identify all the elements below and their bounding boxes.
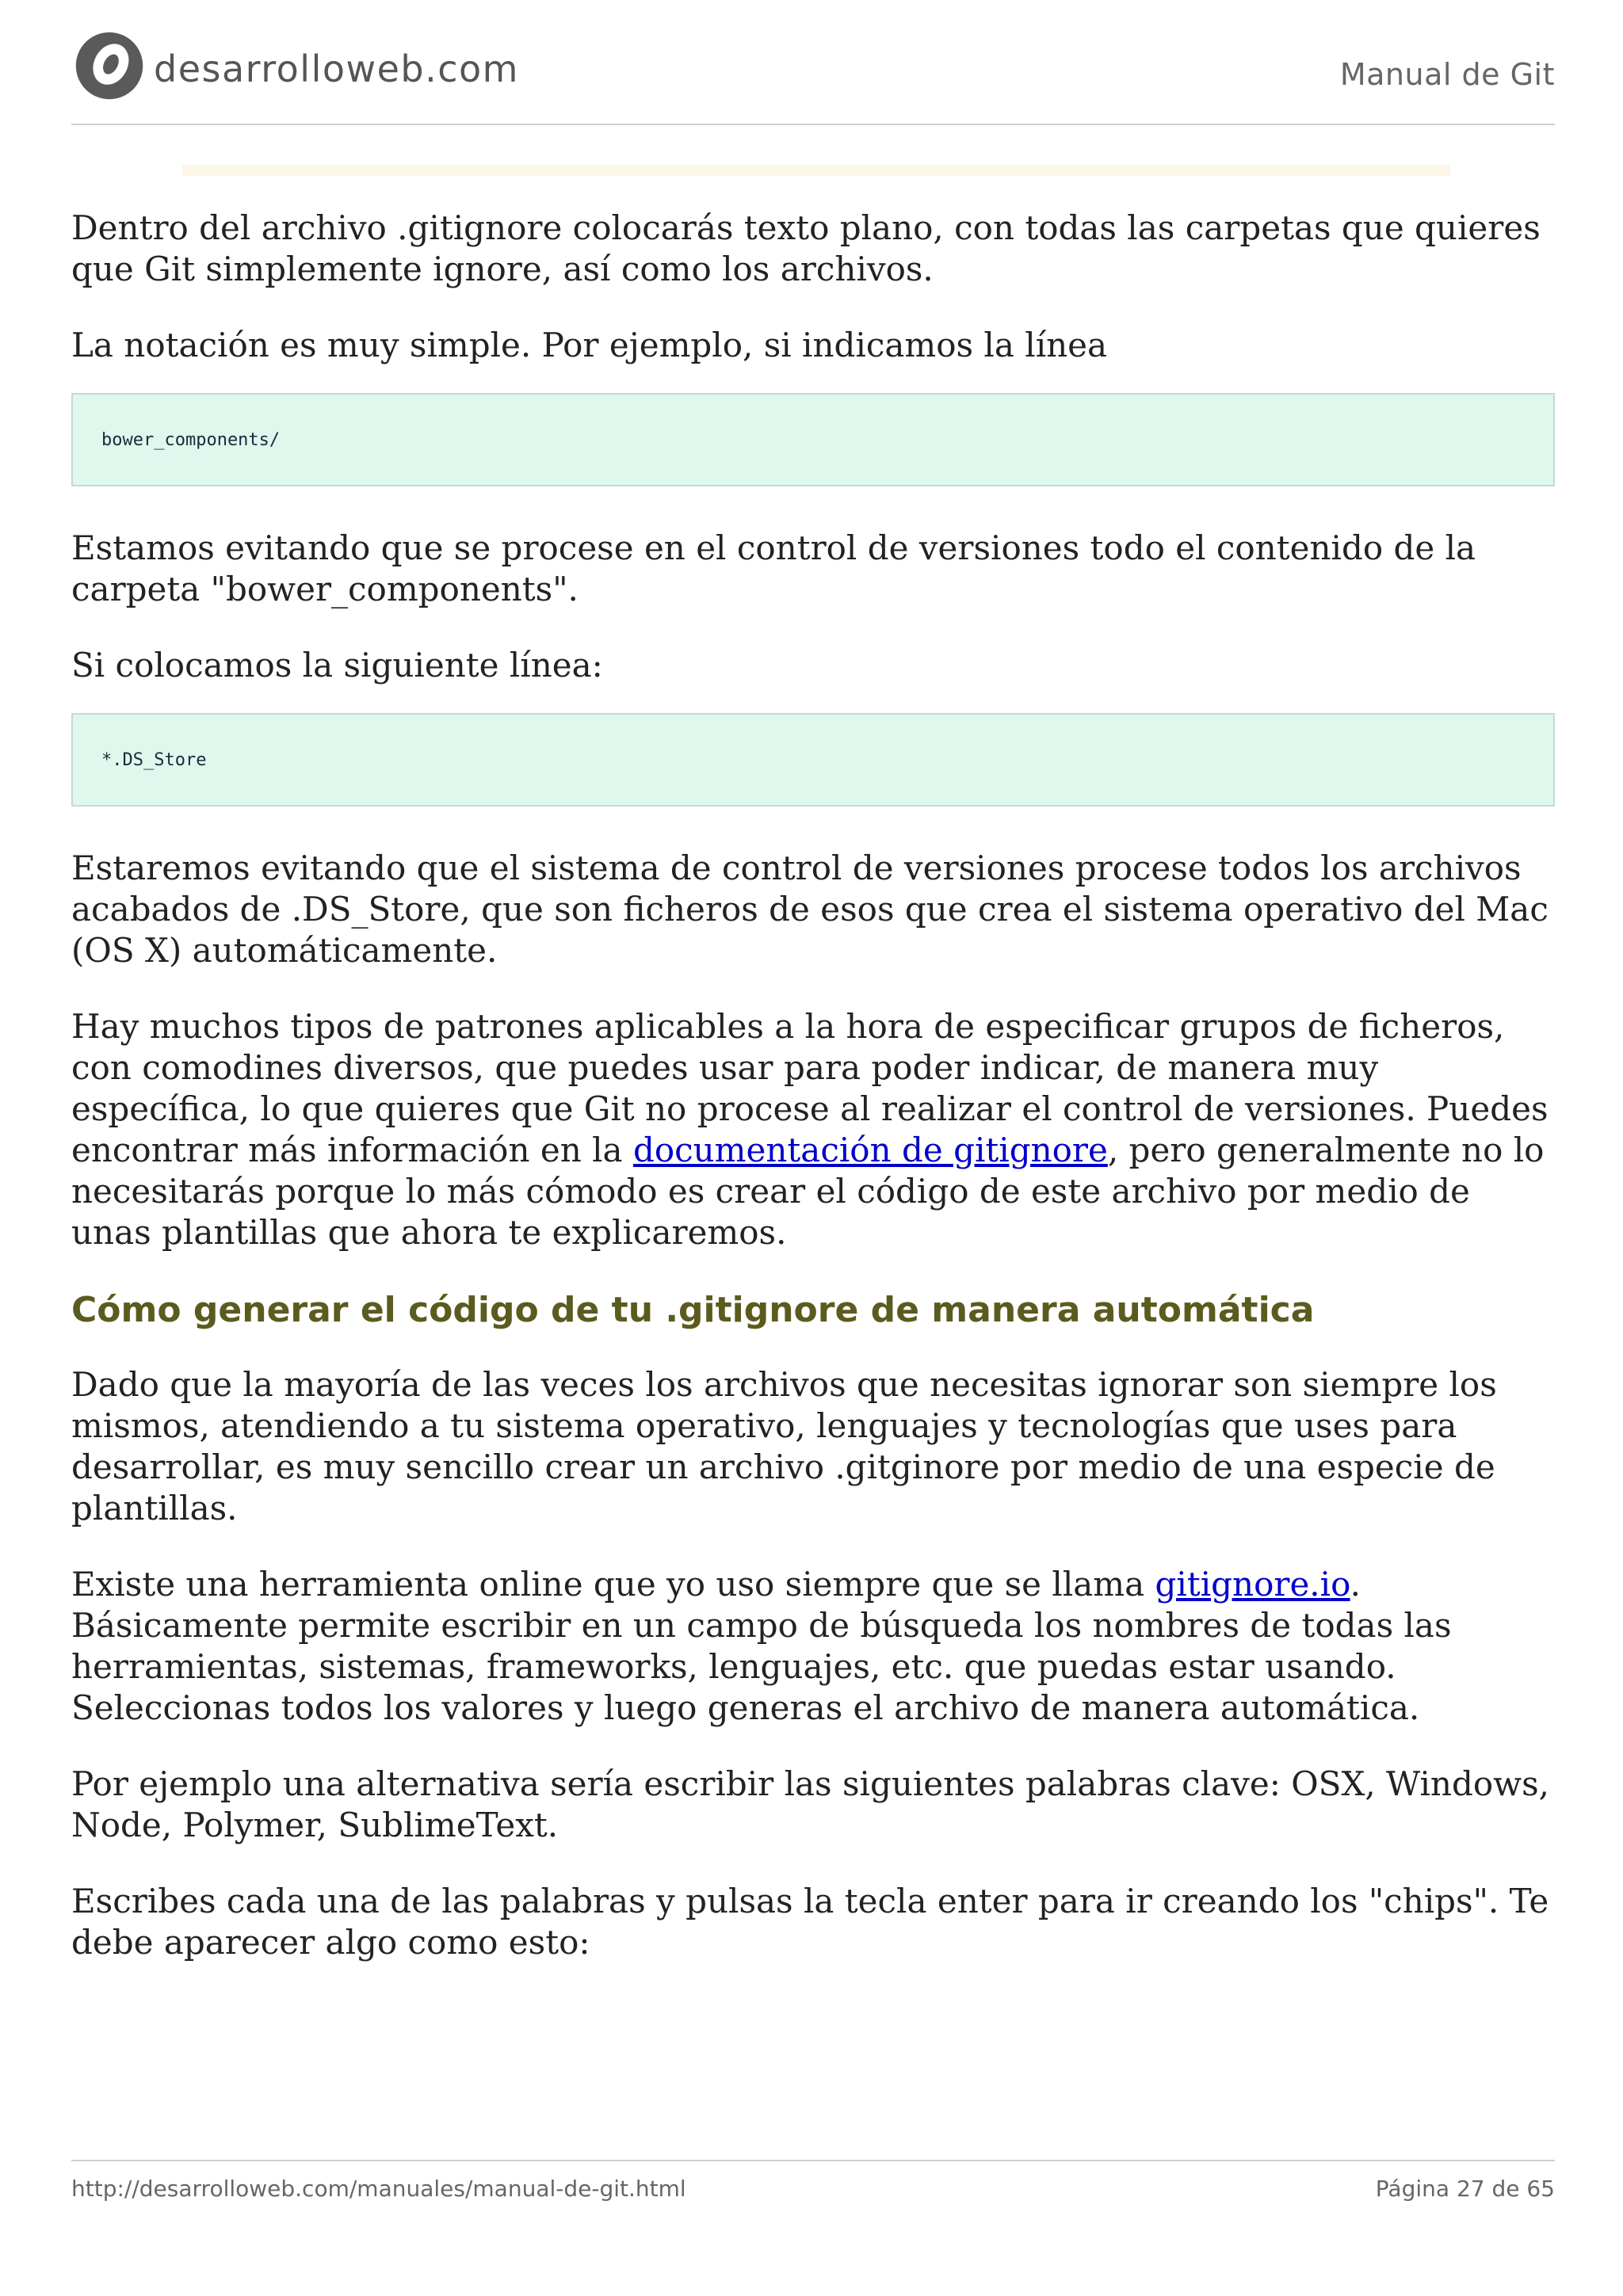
paragraph-ds-store-explanation: Estaremos evitando que el sistema de control de versiones procese todos los archivos acabados de .DS_Store, que son ficheros de esos que crea el sistema operativo del Mac (OS X) automáticamente. bbox=[71, 849, 1549, 970]
paragraph-patterns-text-1: Hay muchos tipos de patrones aplicables a la hora de especificar grupos de ficheros, con comodines diversos, que puedes usar para poder indicar, de manera muy específica, lo que quieres que Git no procese al realizar el control de versiones. Puedes encontrar más información en la bbox=[71, 1007, 1549, 1169]
code-bower-components: bower_components/ bbox=[101, 429, 281, 450]
code-block-bower bbox=[71, 393, 1555, 486]
manual-title: Manual de Git bbox=[1339, 57, 1555, 92]
section-heading: Cómo generar el código de tu .gitignore de manera automática bbox=[71, 1290, 1315, 1330]
paragraph-gitignore-io-text-1: Existe una herramienta online que yo uso siempre que se llama bbox=[71, 1565, 1155, 1604]
link-gitignore-io[interactable]: gitignore.io bbox=[1155, 1565, 1350, 1604]
paragraph-templates: Dado que la mayoría de las veces los archivos que necesitas ignorar son siempre los mismos, atendiendo a tu sistema operativo, lenguajes y tecnologías que uses para desarrollar, es muy sencillo crear un archivo .gitginore por medio de una especie de plantillas. bbox=[71, 1365, 1497, 1527]
code-block-ds-store bbox=[71, 713, 1555, 807]
article-content bbox=[71, 208, 1555, 1998]
code-ds-store: *.DS_Store bbox=[101, 749, 207, 770]
link-gitignore-documentation[interactable]: documentación de gitignore bbox=[632, 1131, 1108, 1169]
paragraph-patterns-text-2: , pero generalmente no lo necesitarás porque lo más cómodo es crear el código de este archivo por medio de unas plantillas que ahora te explicaremos. bbox=[71, 1131, 1545, 1252]
paragraph-gitignore-intro: Dentro del archivo .gitignore colocarás texto plano, con todas las carpetas que quieres que Git simplemente ignore, así como los archivos. bbox=[71, 208, 1541, 288]
paragraph-bower-explanation: Estamos evitando que se procese en el control de versiones todo el contenido de la carpeta "bower_components". bbox=[71, 528, 1476, 608]
paragraph-gitignore-io bbox=[71, 1564, 1555, 1729]
paragraph-gitignore-io-text-2: . Básicamente permite escribir en un campo de búsqueda los nombres de todas las herramientas, sistemas, frameworks, lenguajes, etc. que puedas estar usando. Seleccionas todos los valores y luego generas el archivo de manera automática. bbox=[71, 1565, 1452, 1727]
paragraph-next-line: Si colocamos la siguiente línea: bbox=[71, 646, 603, 685]
top-decorative-strip bbox=[182, 165, 1450, 176]
footer-url: http://desarrolloweb.com/manuales/manual-de-git.html bbox=[71, 2176, 686, 2202]
logo-text: desarrolloweb.com bbox=[154, 48, 519, 90]
footer-page-number: Página 27 de 65 bbox=[1375, 2176, 1555, 2202]
logo-mark-icon bbox=[71, 28, 147, 104]
page-header bbox=[71, 17, 1555, 125]
page-footer bbox=[71, 2160, 1555, 2202]
paragraph-notation: La notación es muy simple. Por ejemplo, si indicamos la línea bbox=[71, 326, 1108, 364]
site-logo[interactable] bbox=[71, 22, 519, 109]
paragraph-patterns bbox=[71, 1006, 1555, 1253]
paragraph-keywords-example: Por ejemplo una alternativa sería escribir las siguientes palabras clave: OSX, Windows, Node, Polymer, SublimeText. bbox=[71, 1764, 1549, 1844]
paragraph-chips: Escribes cada una de las palabras y pulsas la tecla enter para ir creando los "chips". Te debe aparecer algo como esto: bbox=[71, 1882, 1549, 1962]
